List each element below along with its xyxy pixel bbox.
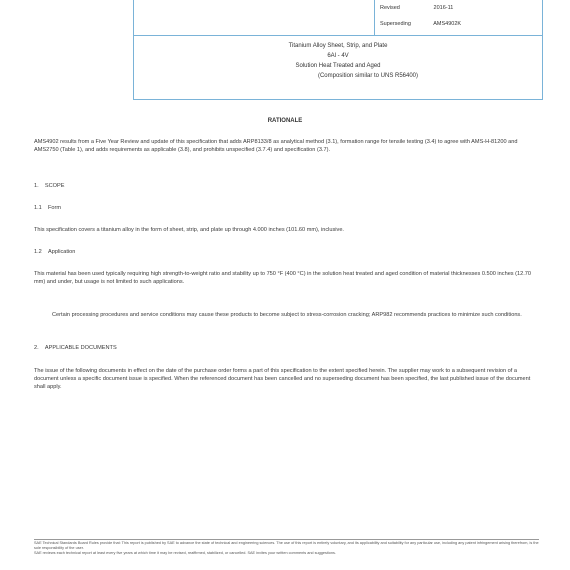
rationale-text: AMS4902 results from a Five Year Review and update of this specification that adds ARP8133/8 as analytical method (3.1), formation range for tensile testing (3.4) to agree with AMS-H-81200 and AMS2750 (Table 1), and adds requirements as applicable (3.8), and prohibits unspecified (3.7.4) and specification (3.7). xyxy=(34,139,518,153)
title-line-3: Solution Heat Treated and Aged xyxy=(295,63,381,69)
documents-paragraph: The issue of the following documents in effect on the date of the purchase order forms a part of this specification to the extent specified herein. The supplier may work to a subsequent revision of a document unless a specific document issue is specified. When the referenced document has been cancelled and no superseding document has been specified, the last published issue of the document shall apply. xyxy=(34,368,531,390)
section-2-number: 2. xyxy=(34,345,39,351)
header-divider-vertical xyxy=(374,0,375,35)
section-1-1-title: Form xyxy=(48,205,62,211)
application-paragraph: This material has been used typically requiring high strength-to-weight ratio and stability up to 750 °F (400 °C) in the solution heat treated and aged condition of material thicknesses 0.500 inches (12.70 mm) and under, but usage is not limited to such applications. xyxy=(34,271,532,285)
section-1-1-heading xyxy=(34,205,61,211)
section-1-2-number: 1.2 xyxy=(34,249,42,255)
footer-notice xyxy=(34,541,539,557)
superseding-row xyxy=(380,21,461,27)
superseding-value: AMS4902K xyxy=(433,21,462,27)
superseding-key: Superseding xyxy=(380,21,411,27)
footer-divider xyxy=(34,539,539,540)
header-divider-horizontal xyxy=(134,35,542,36)
note-paragraph: Certain processing procedures and service conditions may cause these products to become subject to stress-corrosion cracking; ARP982 recommends practices to minimize such conditions. xyxy=(52,312,522,318)
revised-key: Revised xyxy=(380,5,400,11)
form-paragraph: This specification covers a titanium alloy in the form of sheet, strip, and plate up through 4.000 inches (101.60 mm), inclusive. xyxy=(34,227,344,233)
section-1-2-heading xyxy=(34,249,75,255)
title-line-4: (Composition similar to UNS R56400) xyxy=(317,73,419,79)
section-1-1-number: 1.1 xyxy=(34,205,42,211)
revised-row xyxy=(380,5,453,11)
footer-line-1: SAE Technical Standards Board Rules provide that: This report is published by SAE to advance the state of technical and engineering sciences. The use of this report is entirely voluntary, and its applicability and suitability for any particular use, including any patent infringement arising therefrom, is the sole responsibility of the user. xyxy=(34,541,539,551)
document-title xyxy=(134,41,542,81)
revised-value: 2016-11 xyxy=(433,5,454,11)
section-2-title: APPLICABLE DOCUMENTS xyxy=(44,345,117,351)
section-1-title: SCOPE xyxy=(44,183,65,189)
title-line-2: 6Al - 4V xyxy=(327,53,349,59)
section-1-heading xyxy=(34,183,64,189)
title-line-1: Titanium Alloy Sheet, Strip, and Plate xyxy=(288,43,388,49)
footer-line-2: SAE reviews each technical report at least every five years at which time it may be revised, reaffirmed, stabilized, or cancelled. SAE invites your written comments and suggestions. xyxy=(34,551,336,556)
section-1-2-title: Application xyxy=(48,249,76,255)
section-2-heading xyxy=(34,345,117,351)
rationale-heading: RATIONALE xyxy=(267,118,303,124)
section-1-number: 1. xyxy=(34,183,39,189)
header-box xyxy=(133,0,543,100)
